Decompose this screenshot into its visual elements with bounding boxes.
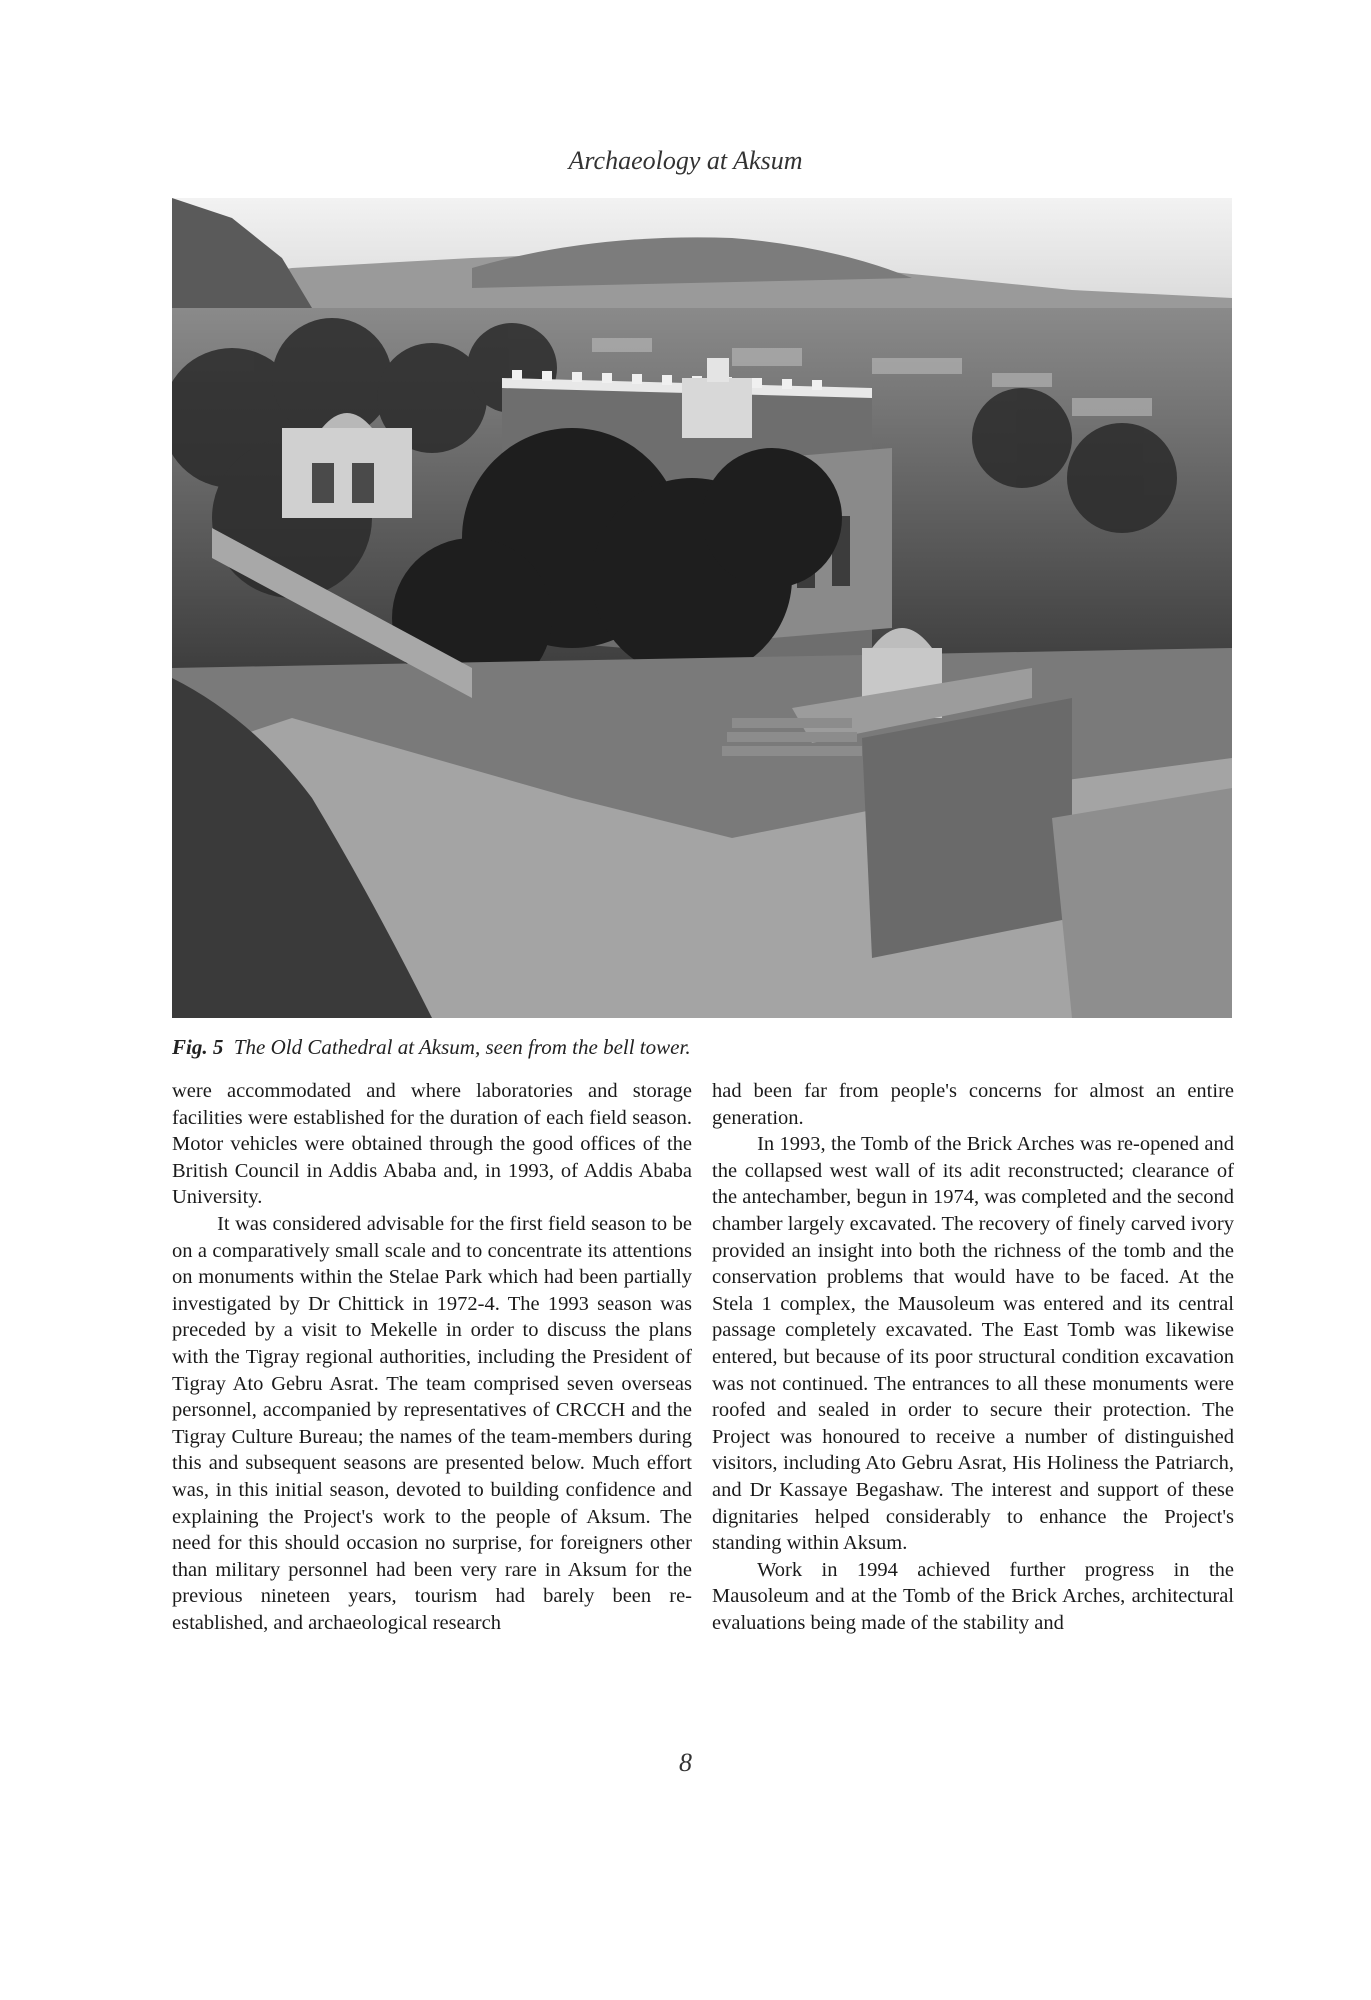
paragraph: had been far from people's concerns for almost an entire generation. bbox=[712, 1080, 1234, 1129]
page-number: 8 bbox=[679, 1748, 692, 1777]
paragraph: In 1993, the Tomb of the Brick Arches was re-opened and the collapsed west wall of its adit reconstructed; clearance of the antechamber, begun in 1974, was completed and the second chamber largely excavated. The recovery of finely carved ivory provided an insight into both the richness of the tomb and the conservation problems that would have to be faced. At the Stela 1 complex, the Mausoleum was entered and its central passage completely excavated. The East Tomb was likewise entered, but because of its poor structural condition excavation was not continued. The entrances to all these monuments were roofed and sealed in order to secure their protection. The Project was honoured to receive a number of distinguished visitors, including Ato Gebru Asrat, His Holiness the Patriarch, and Dr Kassaye Begashaw. The interest and support of these dignitaries helped considerably to enhance the Project's standing within Aksum. bbox=[712, 1133, 1234, 1555]
paragraph: were accommodated and where laboratories and storage facilities were established for the duration of each field season. Motor vehicles were obtained through the good offices of the British Council in Addis Ababa and, in 1993, of Addis Ababa University. bbox=[172, 1080, 692, 1209]
paragraph: It was considered advisable for the first field season to be on a comparatively small scale and to concentrate its attentions on monuments within the Stelae Park which had been partially investigated by Dr Chittick in 1972-4. The 1993 season was preceded by a visit to Mekelle in order to discuss the plans with the Tigray regional authorities, including the President of Tigray Ato Gebru Asrat. The team comprised seven overseas personnel, accompanied by representatives of CRCCH and the Tigray Culture Bureau; the names of the team-members during this and subsequent seasons are presented below. Much effort was, in this initial season, devoted to building confidence and explaining the Project's work to the people of Aksum. The need for this should occasion no surprise, for foreigners other than military personnel had been very rare in Aksum for the previous nineteen years, tourism had barely been re-established, and archaeological research bbox=[172, 1212, 692, 1634]
figure-label: Fig. 5 bbox=[172, 1035, 224, 1059]
cathedral-photograph bbox=[172, 198, 1232, 1018]
paragraph: Work in 1994 achieved further progress in the Mausoleum and at the Tomb of the Brick Arches, architectural evaluations being made of the stability and bbox=[712, 1558, 1234, 1634]
figure-caption-text: The Old Cathedral at Aksum, seen from the bell tower. bbox=[233, 1035, 691, 1059]
running-header: Archaeology at Aksum bbox=[568, 146, 803, 175]
left-column bbox=[172, 1078, 692, 1636]
right-column bbox=[712, 1078, 1234, 1636]
figure-caption bbox=[172, 1035, 1232, 1060]
